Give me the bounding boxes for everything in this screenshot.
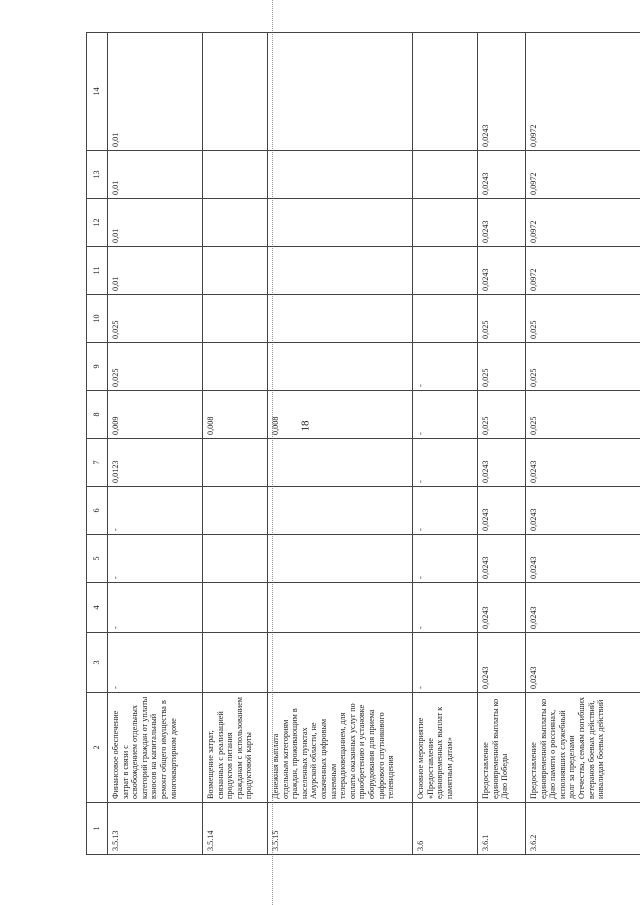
- value-cell: [203, 151, 268, 199]
- value-cell: 0,0123: [108, 439, 203, 487]
- value-cell: [268, 247, 413, 295]
- row-name-cell: Основное мероприятие «Предоставление единовременных выплат к памятным датам»: [413, 693, 478, 803]
- value-cell: [203, 295, 268, 343]
- value-cell: 0,0243: [526, 535, 640, 583]
- data-table: [86, 32, 640, 855]
- value-cell: 0,025: [108, 295, 203, 343]
- header-cell: 6: [87, 487, 108, 535]
- value-cell: [203, 633, 268, 693]
- header-cell: 14: [87, 33, 108, 151]
- value-cell: 0,0972: [526, 151, 640, 199]
- value-cell: [268, 33, 413, 151]
- value-cell: [268, 535, 413, 583]
- row-code-cell: 3.5.14: [203, 803, 268, 855]
- value-cell: 0,0972: [526, 247, 640, 295]
- value-cell: [413, 247, 478, 295]
- value-cell: [203, 439, 268, 487]
- value-cell: 0,008: [203, 391, 268, 439]
- value-cell: [268, 487, 413, 535]
- value-cell: -: [413, 487, 478, 535]
- value-cell: -: [413, 391, 478, 439]
- header-row: [87, 33, 108, 855]
- row-code-cell: 3.6.1: [478, 803, 526, 855]
- value-cell: 0,0243: [478, 151, 526, 199]
- table-row: [108, 33, 203, 855]
- value-cell: [413, 295, 478, 343]
- value-cell: 0,0972: [526, 199, 640, 247]
- value-cell: 0,0243: [478, 633, 526, 693]
- value-cell: 0,0243: [526, 487, 640, 535]
- header-cell: 5: [87, 535, 108, 583]
- value-cell: [268, 199, 413, 247]
- header-cell: 9: [87, 343, 108, 391]
- value-cell: 0,0243: [478, 583, 526, 633]
- header-cell: 13: [87, 151, 108, 199]
- row-code-cell: 3.5.13: [108, 803, 203, 855]
- value-cell: [203, 583, 268, 633]
- value-cell: -: [108, 583, 203, 633]
- row-name-cell: Предоставление единовременной выплаты ко Дню памяти о россиянах, исполнявших служебный долг за пределами Отечества, семьям погибших ветеранов боевых действий, инвалидам боевых действий: [526, 693, 640, 803]
- value-cell: [268, 439, 413, 487]
- value-cell: 0,025: [478, 295, 526, 343]
- value-cell: [413, 199, 478, 247]
- value-cell: [203, 33, 268, 151]
- value-cell: -: [108, 535, 203, 583]
- value-cell: [268, 583, 413, 633]
- value-cell: [413, 151, 478, 199]
- value-cell: -: [413, 343, 478, 391]
- row-name-cell: Финансовое обеспечение затрат в связи с освобождением отдельных категорий граждан от уплаты взносов на капитальный ремонт общего имущества в многоквартирном доме: [108, 693, 203, 803]
- value-cell: 0,0243: [526, 583, 640, 633]
- value-cell: 0,025: [526, 343, 640, 391]
- header-cell: 4: [87, 583, 108, 633]
- header-cell: 7: [87, 439, 108, 487]
- value-cell: 0,0243: [526, 633, 640, 693]
- value-cell: 0,0243: [526, 439, 640, 487]
- value-cell: -: [108, 633, 203, 693]
- row-name-cell: Денежная выплата отдельным категориям граждан, проживающим в населенных пунктах Амурской области, не охваченных цифровым наземным телерадиовещанием, для оплаты оказанных услуг по приобретению и установке оборудования для приема цифрового спутникового телевидения: [268, 693, 413, 803]
- value-cell: 0,008: [268, 391, 413, 439]
- header-cell: 10: [87, 295, 108, 343]
- value-cell: 0,0243: [478, 535, 526, 583]
- value-cell: -: [413, 583, 478, 633]
- value-cell: -: [413, 439, 478, 487]
- value-cell: [268, 633, 413, 693]
- value-cell: 0,0243: [478, 199, 526, 247]
- value-cell: 0,025: [526, 295, 640, 343]
- value-cell: 0,0243: [478, 247, 526, 295]
- value-cell: 0,025: [526, 391, 640, 439]
- row-name-cell: Предоставление единовременной выплаты ко Дню Победы: [478, 693, 526, 803]
- table-row: [203, 33, 268, 855]
- row-code-cell: 3.6: [413, 803, 478, 855]
- table-row: [478, 33, 526, 855]
- value-cell: 0,009: [108, 391, 203, 439]
- value-cell: [203, 487, 268, 535]
- value-cell: [268, 295, 413, 343]
- value-cell: 0,01: [108, 33, 203, 151]
- value-cell: -: [413, 633, 478, 693]
- value-cell: 0,0243: [478, 439, 526, 487]
- value-cell: 0,01: [108, 199, 203, 247]
- value-cell: 0,01: [108, 247, 203, 295]
- value-cell: [203, 199, 268, 247]
- table-row: [268, 33, 413, 855]
- row-code-cell: 3.6.2: [526, 803, 640, 855]
- value-cell: 0,0243: [478, 33, 526, 151]
- value-cell: [268, 151, 413, 199]
- value-cell: -: [413, 535, 478, 583]
- value-cell: 0,025: [478, 343, 526, 391]
- value-cell: 0,025: [478, 391, 526, 439]
- header-cell: 8: [87, 391, 108, 439]
- value-cell: [268, 343, 413, 391]
- row-name-cell: Возмещение затрат, связанных с реализацией продуктов питания гражданам с использованием продуктовой карты: [203, 693, 268, 803]
- value-cell: -: [108, 487, 203, 535]
- value-cell: 0,025: [108, 343, 203, 391]
- header-cell: 1: [87, 803, 108, 855]
- page-number: 18: [299, 420, 312, 432]
- table-body: [108, 33, 640, 855]
- value-cell: [203, 535, 268, 583]
- value-cell: 0,0243: [478, 487, 526, 535]
- header-cell: 2: [87, 693, 108, 803]
- value-cell: [203, 343, 268, 391]
- row-code-cell: 3.5.15: [268, 803, 413, 855]
- value-cell: [413, 33, 478, 151]
- rotated-table-wrapper: [86, 35, 636, 855]
- header-cell: 11: [87, 247, 108, 295]
- header-cell: 12: [87, 199, 108, 247]
- header-cell: 3: [87, 633, 108, 693]
- value-cell: 0,01: [108, 151, 203, 199]
- table-row: [526, 33, 640, 855]
- table-row: [413, 33, 478, 855]
- value-cell: [203, 247, 268, 295]
- value-cell: 0,0972: [526, 33, 640, 151]
